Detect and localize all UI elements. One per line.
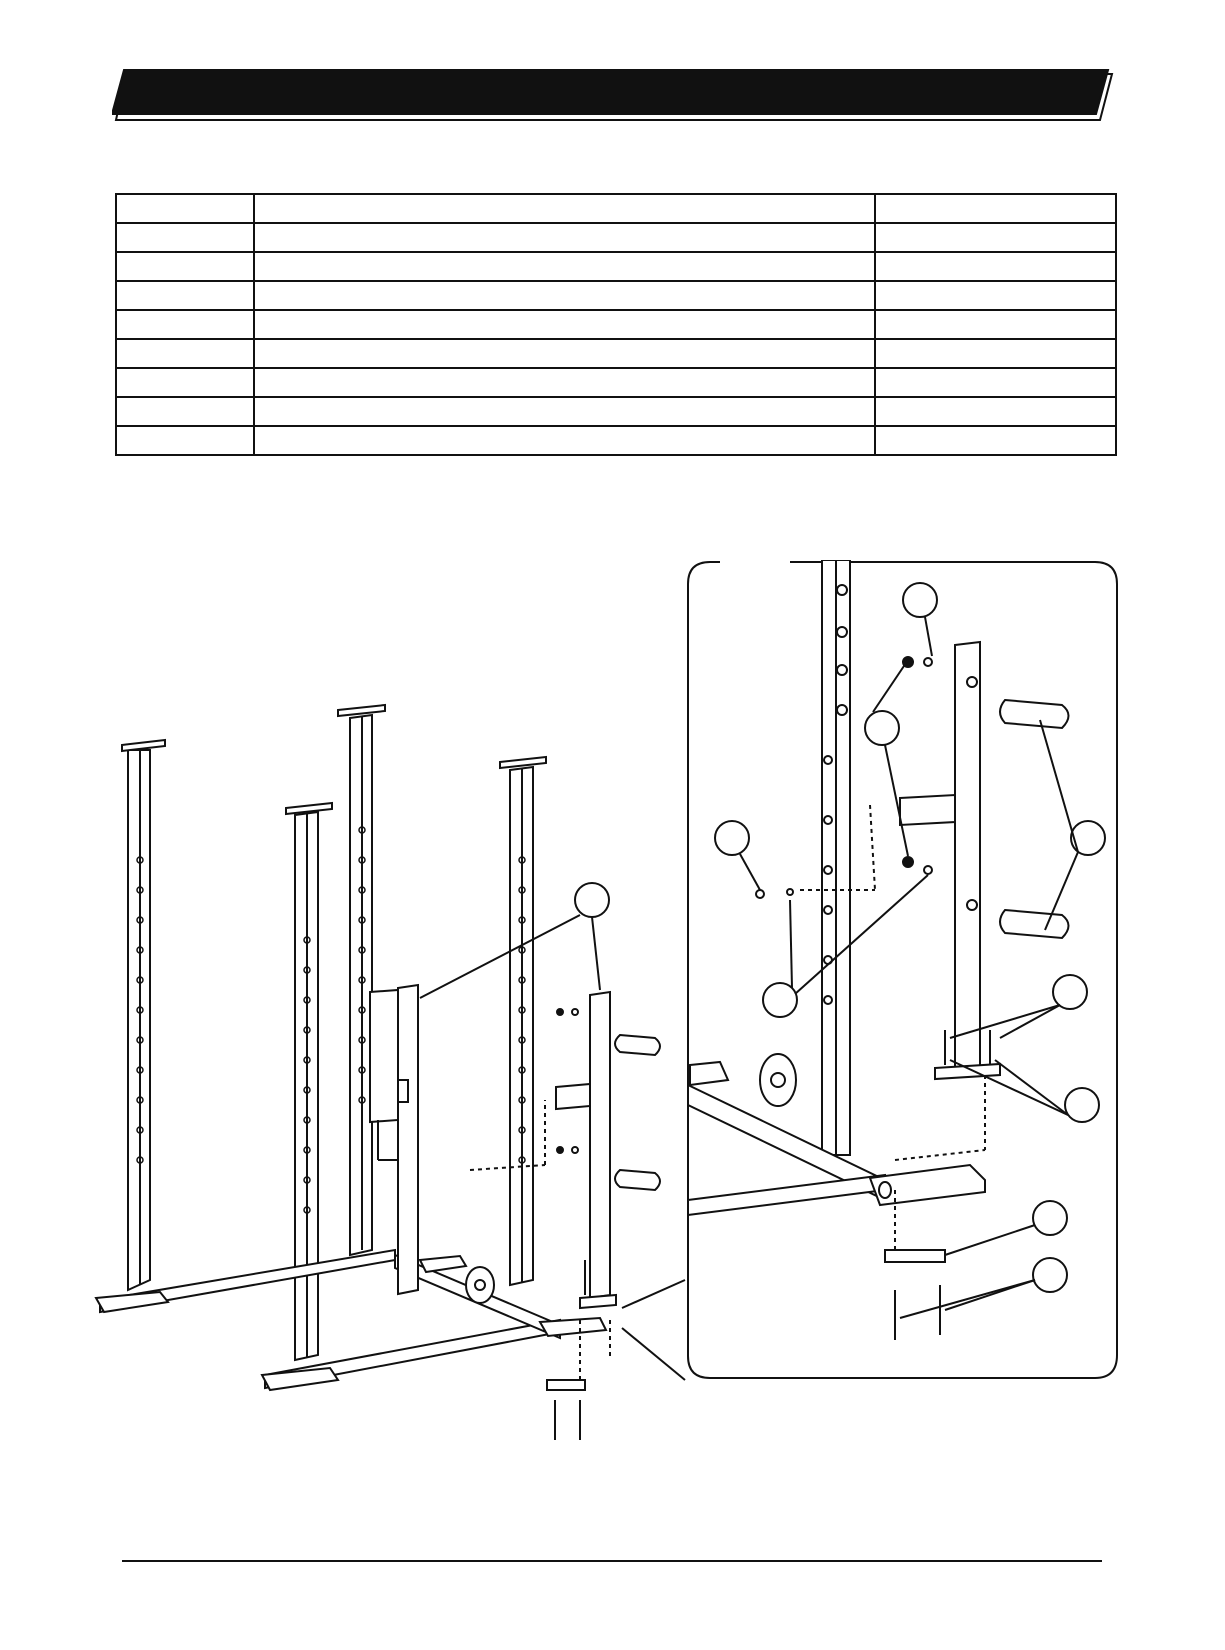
part-description-cell	[254, 194, 875, 223]
part-quantity-cell	[875, 368, 1116, 397]
part-description-cell	[254, 426, 875, 455]
part-quantity-cell	[875, 252, 1116, 281]
part-description-cell	[254, 397, 875, 426]
table-row	[116, 397, 1116, 426]
part-number-cell	[116, 252, 254, 281]
part-number-cell	[116, 426, 254, 455]
exploded-upright-assembly	[470, 992, 660, 1440]
part-number-cell	[116, 368, 254, 397]
upright-holes	[137, 827, 525, 1213]
part-quantity-cell	[875, 223, 1116, 252]
pulley-wheel	[466, 1267, 494, 1303]
parts-table	[115, 193, 1117, 456]
upright-back-right	[338, 705, 385, 1255]
table-row	[116, 368, 1116, 397]
table-row	[116, 339, 1116, 368]
table-row	[116, 310, 1116, 339]
part-description-cell	[254, 252, 875, 281]
table-row	[116, 281, 1116, 310]
main-assembly-view	[96, 705, 685, 1440]
installed-upright-assembly	[370, 985, 418, 1294]
part-quantity-cell	[875, 310, 1116, 339]
part-quantity-cell	[875, 339, 1116, 368]
footer-rule	[122, 1560, 1102, 1562]
part-quantity-cell	[875, 281, 1116, 310]
table-row	[116, 426, 1116, 455]
part-quantity-cell	[875, 194, 1116, 223]
callout-circle	[575, 883, 609, 917]
part-description-cell	[254, 223, 875, 252]
section-banner	[112, 68, 1116, 124]
part-quantity-cell	[875, 426, 1116, 455]
part-description-cell	[254, 339, 875, 368]
table-row	[116, 194, 1116, 223]
part-number-cell	[116, 194, 254, 223]
upright-front-right	[500, 757, 546, 1285]
banner-shape	[112, 68, 1116, 124]
part-description-cell	[254, 281, 875, 310]
part-number-cell	[116, 223, 254, 252]
part-description-cell	[254, 310, 875, 339]
assembly-drawing	[0, 560, 1225, 1560]
part-number-cell	[116, 397, 254, 426]
table-row	[116, 252, 1116, 281]
part-number-cell	[116, 310, 254, 339]
detail-view	[688, 560, 1117, 1378]
part-number-cell	[116, 281, 254, 310]
upright-far-left	[122, 740, 165, 1290]
part-description-cell	[254, 368, 875, 397]
detail-upright	[822, 560, 850, 1155]
part-number-cell	[116, 339, 254, 368]
part-quantity-cell	[875, 397, 1116, 426]
table-row	[116, 223, 1116, 252]
